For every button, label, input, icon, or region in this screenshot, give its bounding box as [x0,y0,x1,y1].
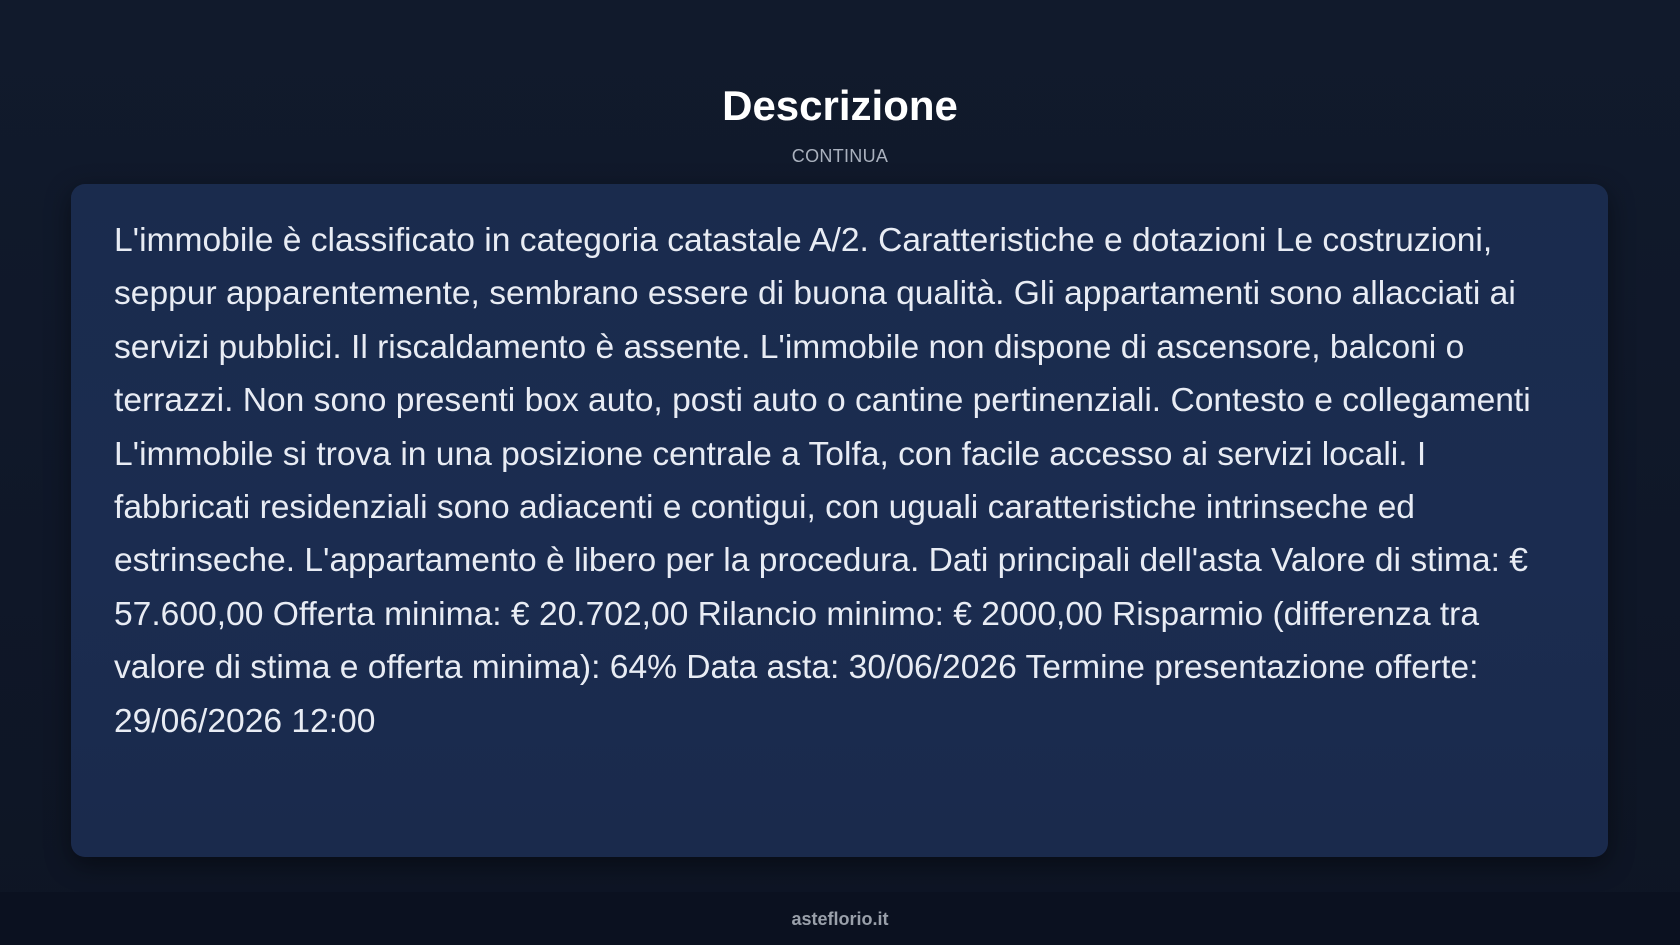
page-subtitle: CONTINUA [791,146,889,166]
footer-bar [0,892,1680,945]
description-card [71,184,1608,857]
page-title: Descrizione [722,82,958,129]
description-text: L'immobile è classificato in categoria catastale A/2. Caratteristiche e dotazioni Le costruzioni, seppur apparentemente, sembrano essere di buona qualità. Gli appartamenti sono allacciati ai servizi pubblici. Il riscaldamento è assente. L'immobile non dispone di ascensore, balconi o terrazzi. Non sono presenti box auto, posti auto o cantine pertinenziali. Contesto e collegamenti L'immobile si trova in una posizione centrale a Tolfa, con facile accesso ai servizi locali. I fabbricati residenziali sono adiacenti e contigui, con uguali caratteristiche intrinseche ed estrinseche. L'appartamento è libero per la procedura. Dati principali dell'asta Valore di stima: € 57.600,00 Offerta minima: € 20.702,00 Rilancio minimo: € 2000,00 Risparmio (differenza tra valore di stima e offerta minima): 64% Data asta: 30/06/2026 Termine presentazione offerte: 29/06/2026 12:00 [114,222,1531,740]
footer-site-name: asteflorio.it [791,908,889,929]
